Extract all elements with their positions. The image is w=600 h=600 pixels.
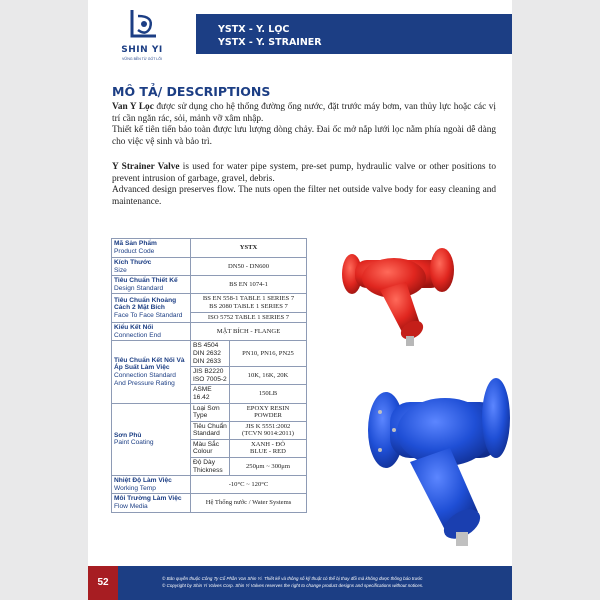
spec-label-vi: Sơn Phủ [114, 431, 142, 439]
spec-sub-label: Độ Dày Thickness [191, 458, 230, 476]
spec-label [112, 294, 191, 323]
spec-label-vi: Nhiệt Độ Làm Việc [114, 477, 172, 485]
brand-name: SHIN YI [121, 45, 163, 55]
description-vi-paragraph-1 [112, 102, 496, 125]
catalog-sheet [88, 0, 512, 600]
specification-table [111, 238, 307, 513]
spec-value: Hệ Thống nước / Water Systems [191, 494, 307, 512]
spec-label [112, 323, 191, 341]
spec-label-en: Product Code [114, 248, 155, 255]
spec-sub-label: JIS B2220 ISO 7005-2 [191, 367, 230, 385]
table-row [112, 276, 307, 294]
table-row [112, 294, 307, 312]
spec-label [112, 341, 191, 403]
table-row [112, 494, 307, 512]
spec-value: XANH - ĐỎ BLUE - RED [230, 439, 307, 457]
description-vi-lead: Van Y Lọc [112, 102, 154, 112]
spec-sub-label: Tiêu Chuẩn Standard [191, 421, 230, 439]
spec-value: 10K, 16K, 20K [230, 367, 307, 385]
spec-label-en: Face To Face Standard [114, 312, 183, 320]
spec-value: PN10, PN16, PN25 [230, 341, 307, 367]
spec-label-vi: Môi Trường Làm Việc [114, 495, 182, 503]
spec-value-line: BS 2080 TABLE 1 SERIES 7 [209, 302, 288, 310]
spec-label [112, 258, 191, 276]
spec-sub-label: ASME 16.42 [191, 385, 230, 403]
spec-value: JIS K 5551:2002 (TCVN 9014:2011) [230, 421, 307, 439]
page-number: 52 [88, 566, 118, 600]
table-row [112, 258, 307, 276]
spec-label-en: Design Standard [114, 284, 164, 292]
spec-value [191, 294, 307, 312]
spec-label-en: Working Temp [114, 484, 156, 492]
description-en-lead: Y Strainer Valve [112, 162, 180, 172]
spec-value: BS EN 1074-1 [191, 276, 307, 294]
y-strainer-product-photo [310, 212, 512, 564]
spec-sub-label: Màu Sắc Colour [191, 439, 230, 457]
table-row [112, 476, 307, 494]
table-row [112, 323, 307, 341]
spec-label-vi: Kích Thước [114, 259, 152, 266]
description-en-text-1: is used for water pipe system, pre-set pump, hydraulic valve or other positions to prevent intrusion of garbage, gravel, debris. [112, 162, 496, 184]
description-en-paragraph-1 [112, 162, 496, 185]
spec-label-en: Size [114, 266, 127, 274]
table-row [112, 239, 307, 258]
table-row [112, 403, 307, 421]
spec-sub-label: BS 4504 DIN 2632 DIN 2633 [191, 341, 230, 367]
spec-label [112, 239, 191, 258]
description-vi-text-1: được sử dụng cho hệ thống đường ống nước, đặt trước máy bơm, van thủy lực hoặc các vị trí cần ngăn rác, sỏi, mảnh vỡ xâm nhập. [112, 102, 496, 124]
product-title-en: YSTX - Y. STRAINER [218, 37, 322, 48]
spec-label-vi: Tiêu Chuẩn Thiết Kế [114, 277, 178, 285]
copyright-en: © Copyright by Shin Yi Valves Corp. Shin Yi Valves reserves the right to change product designs and specifications without notices. [162, 583, 424, 588]
spec-label-vi: Tiêu Chuẩn Kết Nối Và Áp Suất Làm Việc [114, 356, 185, 372]
spec-label-vi: Mã Sản Phẩm [114, 240, 157, 248]
spec-label-en: Flow Media [114, 503, 148, 511]
spec-value-line: BS EN 558-1 TABLE 1 SERIES 7 [202, 295, 295, 303]
spec-value: DN50 - DN600 [191, 258, 307, 276]
spec-label [112, 276, 191, 294]
spec-value: YSTX [191, 239, 307, 258]
product-title-vi: YSTX - Y. LỌC [218, 24, 290, 35]
spec-value: 250μm ~ 300μm [230, 458, 307, 476]
spec-label-en: Paint Coating [114, 439, 154, 447]
spec-label-vi: Kiểu Kết Nối [114, 324, 154, 332]
table-row [112, 341, 307, 367]
page-footer [88, 566, 512, 600]
spec-sub-label: Loại Sơn Type [191, 403, 230, 421]
spec-value: MẶT BÍCH - FLANGE [191, 323, 307, 341]
spec-label [112, 403, 191, 476]
spec-label-en: Connection Standard And Pressure Rating [114, 371, 176, 387]
page-header [88, 0, 512, 70]
logo [88, 0, 196, 70]
spec-label-vi: Tiêu Chuẩn Khoảng Cách 2 Mặt Bích [114, 296, 177, 312]
description-vi-paragraph-2: Thiết kế tiên tiến bảo toàn được lưu lượng dòng chảy. Đai ốc mở nắp lưới lọc nằm phía ngoài dễ dàng cho việc vệ sinh và bảo trì. [112, 125, 496, 147]
blue-strainer [368, 378, 510, 546]
red-strainer [342, 248, 454, 346]
spec-label [112, 476, 191, 494]
spec-label [112, 494, 191, 512]
spec-value: ISO 5752 TABLE 1 SERIES 7 [191, 312, 307, 323]
brand-tagline: VỮNG BỀN TỪ GỐT LÕI [122, 57, 162, 61]
shin-yi-logo-icon [126, 6, 162, 42]
copyright-vi: © Bản quyền thuộc Công Ty Cổ Phần Van Shin Yi. Thiết kế và thông số kỹ thuật có thể bị thay đổi mà không được thông báo trước [162, 576, 423, 581]
spec-value: -10°C ~ 120°C [191, 476, 307, 494]
spec-value: 150LB [230, 385, 307, 403]
spec-label-en: Connection End [114, 331, 161, 339]
spec-value: EPOXY RESIN POWDER [230, 403, 307, 421]
descriptions-heading: MÔ TẢ/ DESCRIPTIONS [112, 84, 271, 99]
description-en-paragraph-2: Advanced design preserves flow. The nuts open the filter net outside valve body for easy cleaning and maintenance. [112, 185, 496, 207]
title-bar [196, 14, 512, 54]
